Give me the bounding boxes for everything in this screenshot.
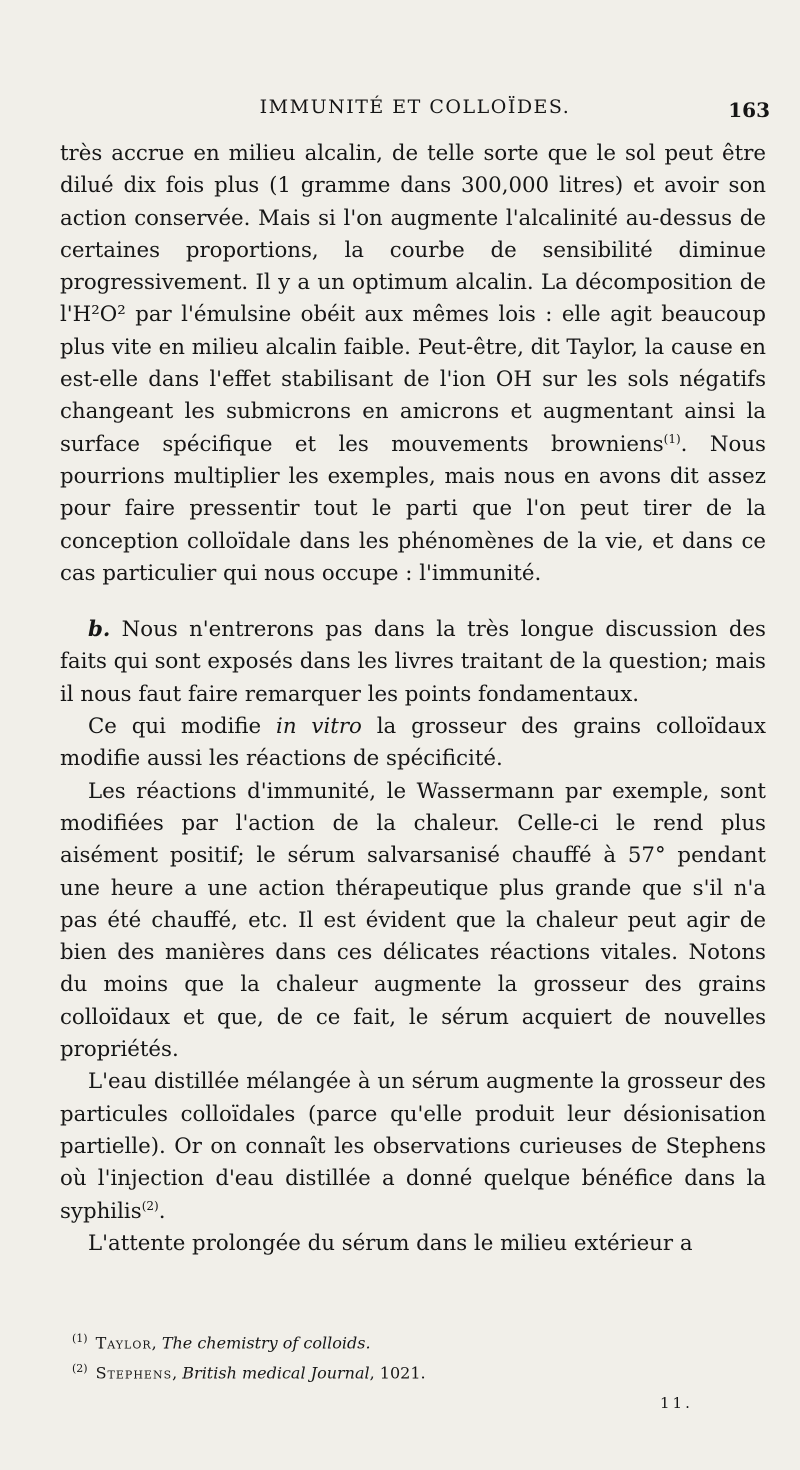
- paragraph-2: [60, 614, 766, 711]
- paragraph-1-text-after: . Nous pourrions multiplier les exemples, mais nous en avons dit assez pour faire pressentir tout le parti que l'on peut tirer de la conception colloïdale dans les phénomènes de la vie, et dans ce cas particulier qui nous occupe : l'immunité.: [60, 431, 766, 586]
- footnotes: [72, 1326, 762, 1387]
- footnote-ref-2: (2): [141, 1198, 159, 1213]
- section-letter: b.: [88, 617, 111, 643]
- paragraph-1: [60, 138, 766, 590]
- paragraph-6-text: L'attente prolongée du sérum dans le milieu extérieur a: [88, 1230, 693, 1256]
- paragraph-5: [60, 1066, 766, 1227]
- paragraph-6: [60, 1228, 766, 1260]
- footnote-2-title: British medical Journal: [182, 1363, 370, 1383]
- paragraph-2-text: Nous n'entrerons pas dans la très longue discussion des faits qui sont exposés dans les livres traitant de la question; mais il nous faut faire remarquer les points fondamentaux.: [60, 617, 766, 707]
- paragraph-3: [60, 711, 766, 776]
- footnote-1-author: Taylor: [95, 1333, 152, 1353]
- paragraph-4-text: Les réactions d'immunité, le Wassermann par exemple, sont modifiées par l'action de la chaleur. Celle-ci le rend plus aisément positif; le sérum salvarsanisé chauffé à 57° pendant une heure a une action thérapeutique plus grande que s'il n'a pas été chauffé, etc. Il est évident que la chaleur peut agir de bien des manières dans ces délicates réactions vitales. Notons du moins que la chaleur augmente la grosseur des grains colloïdaux et que, de ce fait, le sérum acquiert de nouvelles propriétés.: [60, 778, 766, 1063]
- page-header: [60, 92, 770, 126]
- signature-mark: 11.: [660, 1394, 693, 1412]
- italic-phrase: in vitro: [276, 714, 362, 740]
- paragraph-1-text: très accrue en milieu alcalin, de telle sorte que le sol peut être dilué dix fois plus (1 gramme dans 300,000 litres) et avoir son action conservée. Mais si l'on augmente l'alcalinité au-dessus de certaines proportions, la courbe de sensibilité diminue progressivement. Il y a un optimum alcalin. La décomposition de l'H²O² par l'émulsine obéit aux mêmes lois : elle agit beaucoup plus vite en milieu alcalin faible. Peut-être, dit Taylor, la cause en est-elle dans l'effet stabilisant de l'ion OH sur les sols négatifs changeant les submicrons en amicrons et augmentant ainsi la surface spécifique et les mouvements browniens: [60, 141, 766, 457]
- paragraph-3-text-before: Ce qui modifie: [88, 714, 277, 740]
- footnote-1: $^{(1)}$ Taylor, The chemistry of colloids.: [72, 1332, 371, 1353]
- paragraph-4: [60, 776, 766, 1067]
- footnote-ref-1: (1): [663, 431, 681, 446]
- footnote-2-mark: (2): [72, 1362, 88, 1376]
- body-text: [60, 138, 766, 1260]
- footnote-2-author: Stephens: [95, 1363, 173, 1383]
- page-number: 163: [728, 98, 770, 122]
- running-title: IMMUNITÉ ET COLLOÏDES.: [259, 96, 571, 118]
- paragraph-5-text-after: .: [158, 1198, 166, 1224]
- footnote-1-title: The chemistry of colloids.: [161, 1333, 371, 1353]
- footnote-1-mark: (1): [72, 1332, 88, 1345]
- footnote-2-year: 1021.: [379, 1363, 426, 1383]
- footnote-2: $^{(2)}$ Stephens, British medical Journal, 1021.: [72, 1362, 426, 1383]
- paragraph-3-text-after: la grosseur des grains colloïdaux modifie aussi les réactions de spécificité.: [60, 714, 767, 772]
- paragraph-5-text: L'eau distillée mélangée à un sérum augmente la grosseur des particules colloïdales (parce qu'elle produit leur désionisation partielle). Or on connaît les observations curieuses de Stephens où l'injection d'eau distillée a donné quelque bénéfice dans la syphilis: [60, 1069, 766, 1224]
